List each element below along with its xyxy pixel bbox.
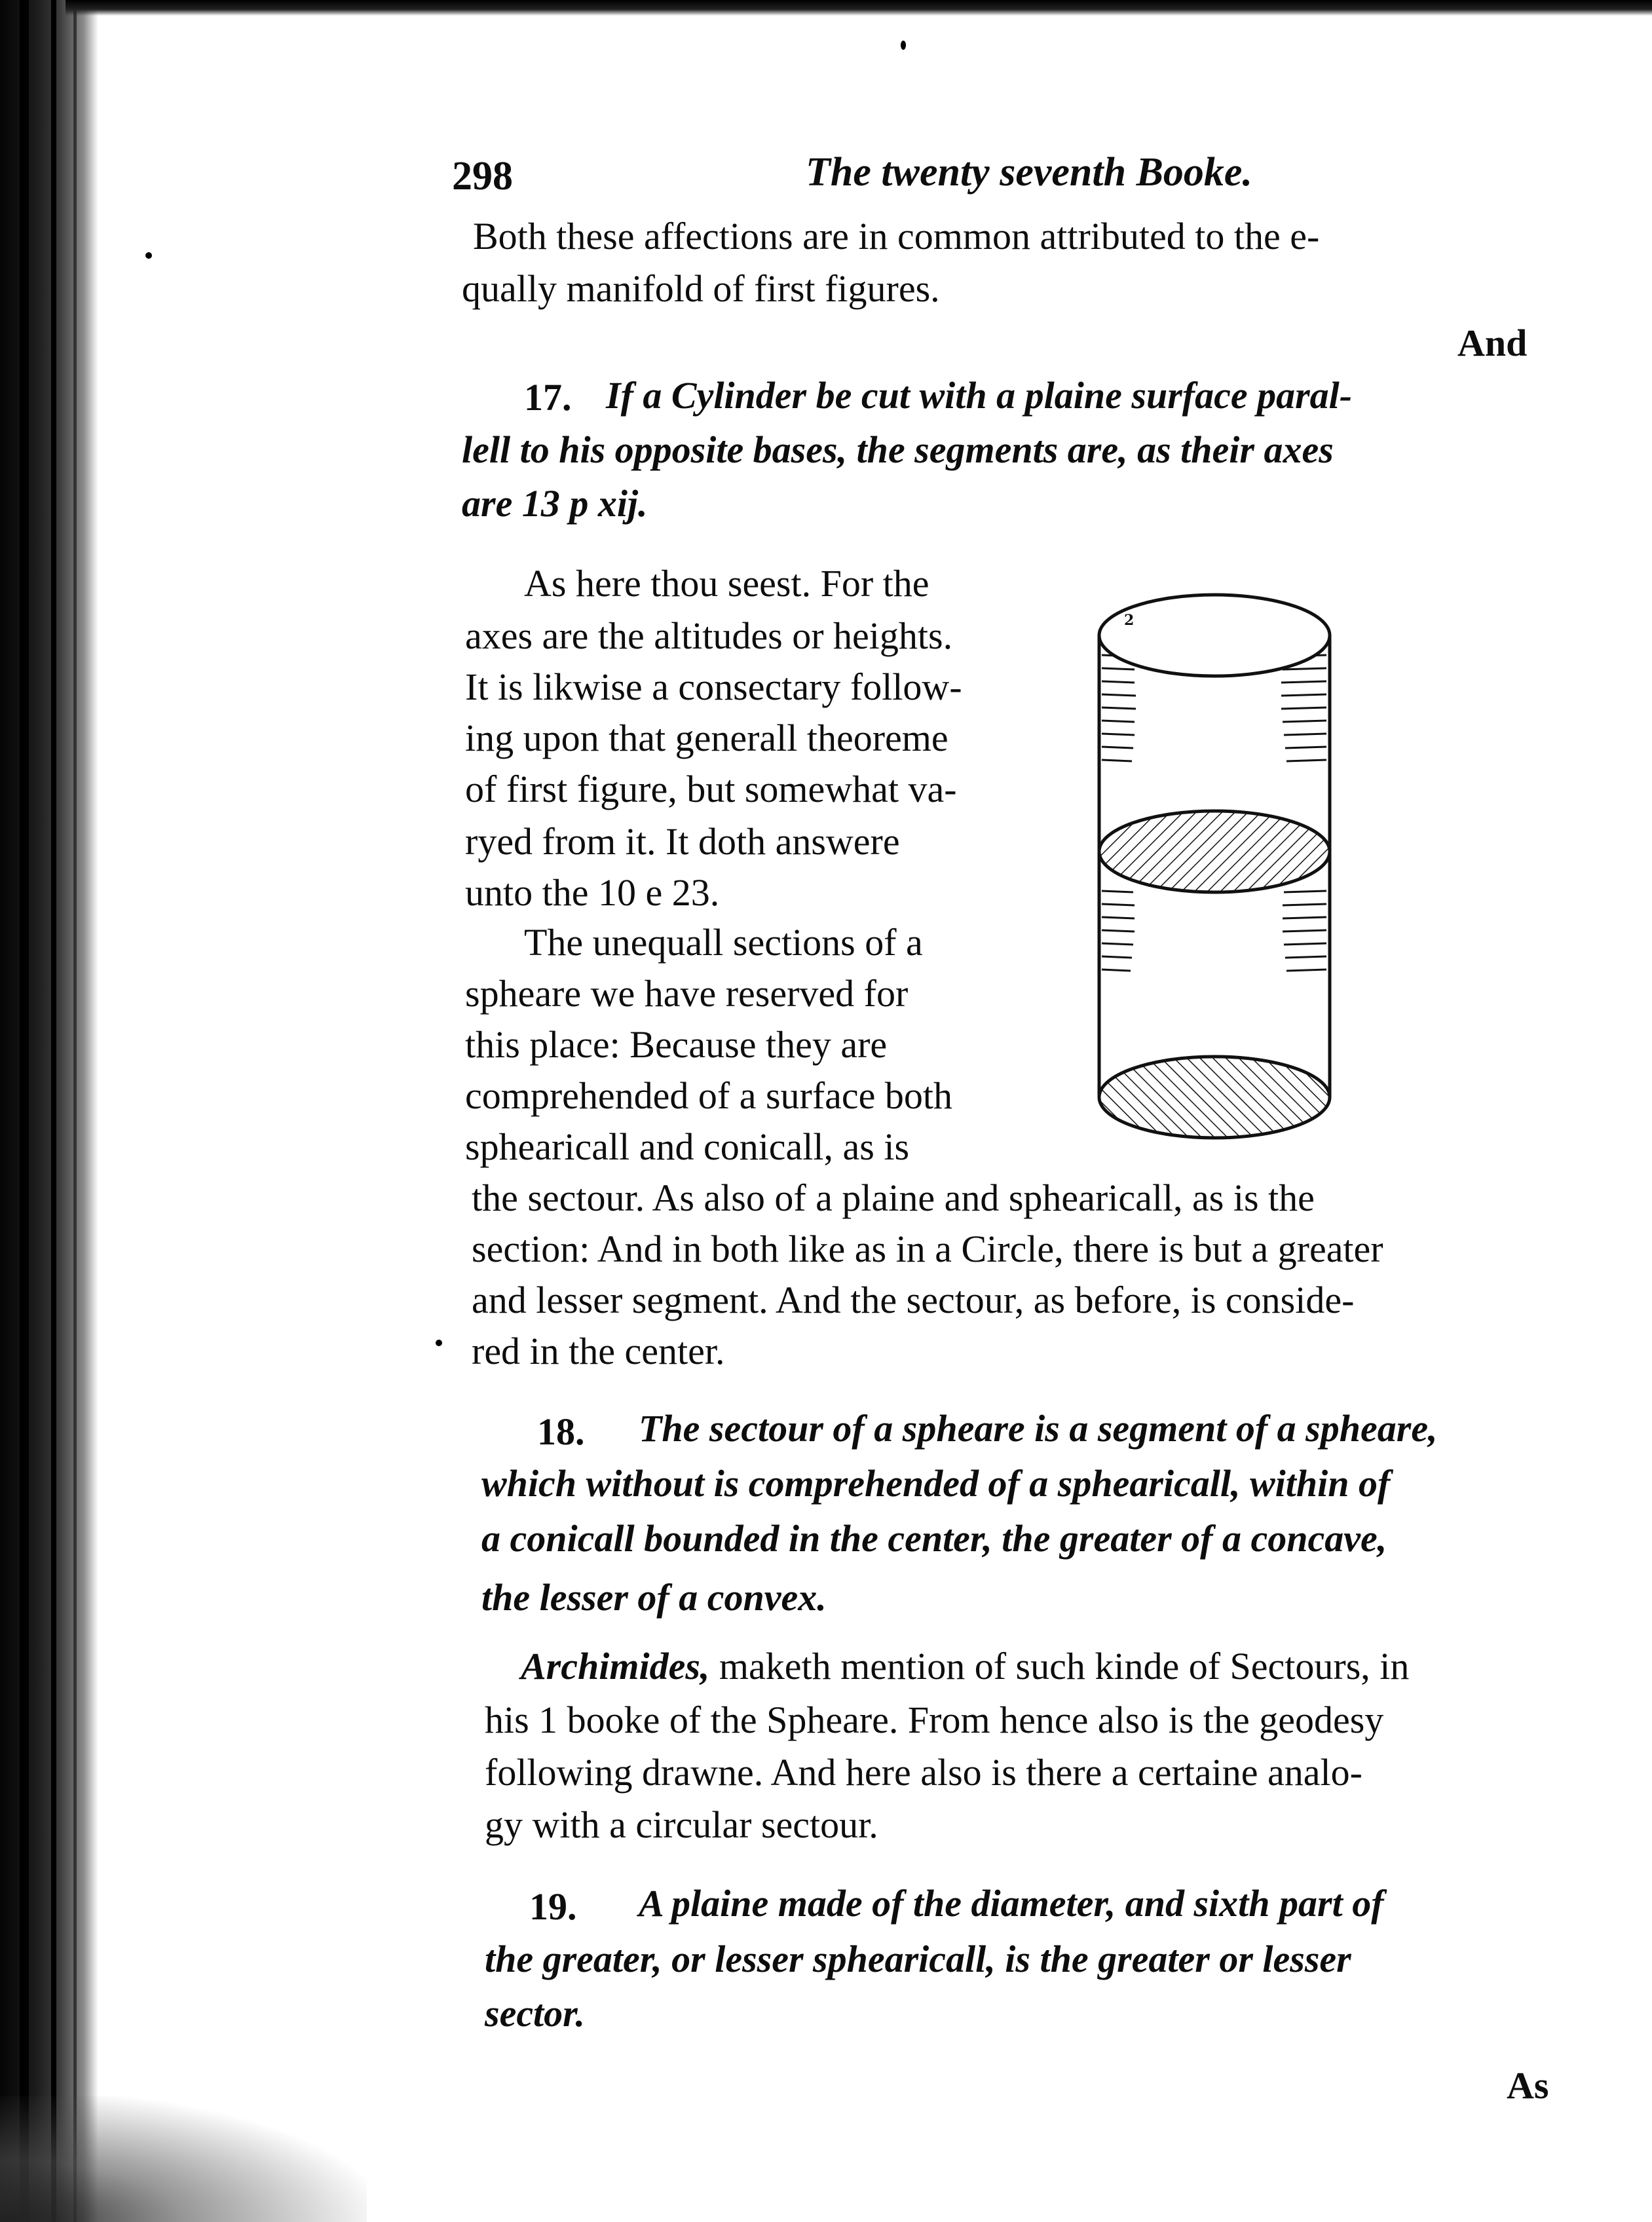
margin-speck <box>901 41 906 50</box>
body17-line: the sectour. As also of a plaine and sphearicall, as is the <box>472 1177 1315 1219</box>
intro-line: qually manifold of first figures. <box>462 267 940 310</box>
prop18-line: which without is comprehended of a sphearicall, within of <box>481 1462 1391 1505</box>
body17-line: sphearicall and conicall, as is <box>465 1125 910 1168</box>
bottom-corner-shadow <box>0 2096 367 2222</box>
intro-line: Both these affections are in common attributed to the e- <box>473 215 1320 257</box>
margin-speck <box>436 1340 442 1346</box>
spine-stripe <box>73 0 77 2222</box>
body17-line: spheare we have reserved for <box>465 972 909 1015</box>
body17-line: ryed from it. It doth answere <box>465 820 900 863</box>
spine-stripe <box>51 0 56 2222</box>
catchword-as: As <box>1507 2064 1549 2107</box>
cylinder-cutting-plane <box>1099 811 1330 892</box>
spine-stripe <box>20 0 29 2222</box>
prop19-line: A plaine made of the diameter, and sixth part of <box>639 1882 1384 1925</box>
body17-line: It is likwise a consectary follow- <box>465 666 962 708</box>
book-spine-shadow <box>0 0 98 2222</box>
prop17-line: If a Cylinder be cut with a plaine surface paral- <box>606 374 1353 417</box>
prop19-line: sector. <box>485 1992 586 2035</box>
page-number: 298 <box>452 154 513 198</box>
body18-line: following drawne. And here also is there a certaine analo- <box>485 1751 1362 1794</box>
body17-line: of first figure, but somewhat va- <box>465 768 957 810</box>
prop19-number: 19. <box>529 1885 577 1928</box>
prop17-number: 17. <box>524 376 572 419</box>
prop18-number: 18. <box>537 1410 585 1453</box>
running-title: The twenty seventh Booke. <box>806 150 1252 195</box>
prop17-line: are 13 p xij. <box>462 482 648 525</box>
body17-line: The unequall sections of a <box>524 921 923 964</box>
body17-line: and lesser segment. And the sectour, as before, is conside- <box>472 1279 1355 1321</box>
top-page-edge <box>66 0 1652 16</box>
prop18-line: a conicall bounded in the center, the greater of a concave, <box>481 1517 1387 1560</box>
body18-line: his 1 booke of the Spheare. From hence also is the geodesy <box>485 1699 1384 1741</box>
cylinder-top-ellipse <box>1099 595 1330 676</box>
prop17-line: lell to his opposite bases, the segments are, as their axes <box>462 428 1334 471</box>
figure-label: 2 <box>1124 612 1135 629</box>
prop18-line: the lesser of a convex. <box>481 1576 827 1619</box>
body17-line: section: And in both like as in a Circle, there is but a greater <box>472 1228 1383 1270</box>
body17-line: red in the center. <box>472 1330 725 1372</box>
margin-speck <box>145 252 152 259</box>
prop18-line: The sectour of a spheare is a segment of a spheare, <box>639 1407 1438 1450</box>
body17-line: axes are the altitudes or heights. <box>465 614 953 657</box>
body17-line: this place: Because they are <box>465 1023 888 1066</box>
archimides-name: Archimides, <box>521 1645 710 1687</box>
body17-line: As here thou seest. For the <box>524 562 929 605</box>
body17-line: ing upon that generall theoreme <box>465 717 948 759</box>
catchword-and: And <box>1457 322 1528 364</box>
body18-first-line-rest: maketh mention of such kinde of Sectours, in <box>709 1645 1410 1687</box>
prop19-line: the greater, or lesser sphearicall, is the greater or lesser <box>485 1938 1351 1980</box>
cylinder-base-ellipse <box>1099 1057 1330 1138</box>
body18-first-line <box>521 1645 1410 1687</box>
body17-line: comprehended of a surface both <box>465 1074 953 1117</box>
cylinder-cut-figure <box>1087 583 1343 1159</box>
body18-line: gy with a circular sectour. <box>485 1803 878 1846</box>
body17-line: unto the 10 e 23. <box>465 871 720 914</box>
